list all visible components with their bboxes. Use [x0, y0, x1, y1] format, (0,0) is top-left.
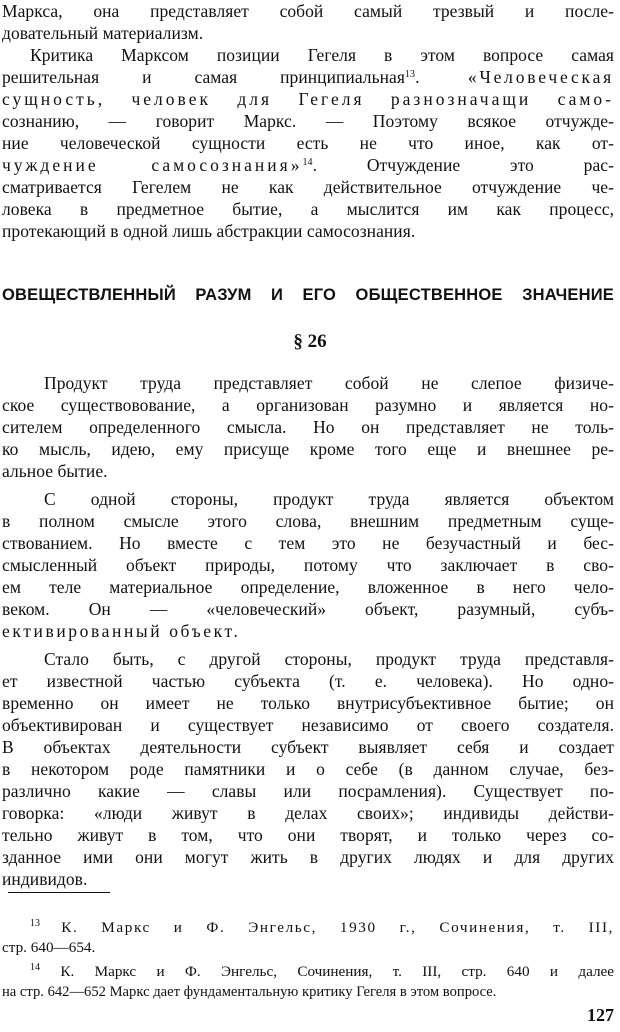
- text-line: ем теле материальное определение, вложенное в него чело-: [2, 577, 614, 597]
- footnote-text: К. Маркс и Ф. Энгельс, 1930 г., Сочинения, т. III,: [61, 919, 614, 936]
- footnote-line: стр. 640—654.: [2, 939, 96, 956]
- text-line: Критика Марксом позиции Гегеля в этом вопросе самая: [30, 45, 614, 65]
- text-line: веком. Он — «человеческий» объект, разумный, субъ-: [2, 599, 614, 619]
- text-line: сителем определенного смысла. Но он представляет не толь-: [2, 417, 614, 437]
- section-heading: ОВЕЩЕСТВЛЕННЫЙ РАЗУМ И ЕГО ОБЩЕСТВЕННОЕ ЗНАЧЕНИЕ: [2, 286, 614, 304]
- text-fragment: . «Человеческая: [415, 67, 614, 87]
- text-line: ствованием. Но вместе с тем это не безучастный и бес-: [2, 533, 614, 553]
- text-fragment: . Отчуждение это рас-: [312, 155, 614, 175]
- text-line: в полном смысле этого слова, внешним предметным суще-: [2, 511, 614, 531]
- footnote-marker: 14: [30, 962, 40, 973]
- text-line: говорка: «люди живут в делах своих»; индивиды действи-: [2, 803, 614, 823]
- footnote-text: К. Маркс и Ф. Энгельс, Сочинения, т. III, стр. 640 и далее: [60, 963, 615, 980]
- text-line: сущность, человек для Гегеля разнозначащи само-: [2, 89, 614, 109]
- footnote-ref-14: 14: [302, 157, 313, 168]
- text-line: тельно живут в том, что они творят, и только через со-: [2, 825, 614, 845]
- footnote-line: на стр. 642—652 Маркс дает фундаментальную критику Гегеля в этом вопросе.: [2, 984, 497, 1000]
- text-line: довательный материализм.: [2, 23, 204, 43]
- text-line: ко мысль, идею, ему присуще кроме того еще и внешнее ре-: [2, 439, 614, 459]
- text-line: ловека в предметное бытие, а мыслится им как процесс,: [2, 199, 614, 219]
- footnote-line: [30, 918, 614, 938]
- page-number: 127: [587, 1005, 614, 1025]
- text-line: Маркса, она представляет собой самый трезвый и после-: [2, 1, 614, 21]
- text-line: альное бытие.: [2, 461, 108, 481]
- text-line: ективированный объект.: [2, 621, 241, 641]
- text-line: различно какие — славы или посрамления). Существует по-: [2, 781, 614, 801]
- text-line: в некотором роде памятники и о себе (в данном случае, без-: [2, 759, 614, 779]
- text-line: С одной стороны, продукт труда является объектом: [44, 489, 614, 509]
- text-line: временно он имеет не только внутрисубъективное бытие; он: [2, 693, 614, 713]
- section-number: § 26: [293, 331, 327, 352]
- footnote-line: [30, 962, 614, 982]
- footnote-ref-13: 13: [404, 69, 416, 80]
- text-line: ет известной частью субъекта (т. е. человека). Но одно-: [2, 671, 614, 691]
- text-line: [2, 154, 614, 176]
- text-line: протекающий в одной лишь абстракции самосознания.: [2, 221, 416, 241]
- text-line: объективирован и существует независимо от своего создателя.: [2, 715, 614, 735]
- text-line: [2, 66, 614, 88]
- footnote-marker: 13: [30, 918, 40, 929]
- text-fragment: чуждение самосознания»: [2, 155, 303, 175]
- text-line: сматривается Гегелем не как действительное отчуждение че-: [2, 177, 614, 197]
- text-line: сознанию, — говорит Маркс. — Поэтому всякое отчужде-: [2, 111, 614, 131]
- text-line: ское существовование, а организован разумно и является но-: [2, 395, 614, 415]
- text-line: Стало быть, с другой стороны, продукт труда представля-: [44, 649, 614, 669]
- text-line: ние человеческой сущности есть не что иное, как от-: [2, 133, 614, 153]
- text-fragment: решительная и самая принципиальная: [2, 67, 405, 87]
- footnote-rule: [8, 892, 110, 893]
- text-line: Продукт труда представляет собой не слепое физиче-: [44, 373, 614, 393]
- text-line: зданное ими они могут жить в других людях и для других: [2, 847, 614, 867]
- text-line: В объектах деятельности субъект выявляет себя и создает: [2, 737, 614, 757]
- text-line: индивидов.: [2, 869, 88, 889]
- text-line: смысленный объект природы, потому что заключает в сво-: [2, 555, 614, 575]
